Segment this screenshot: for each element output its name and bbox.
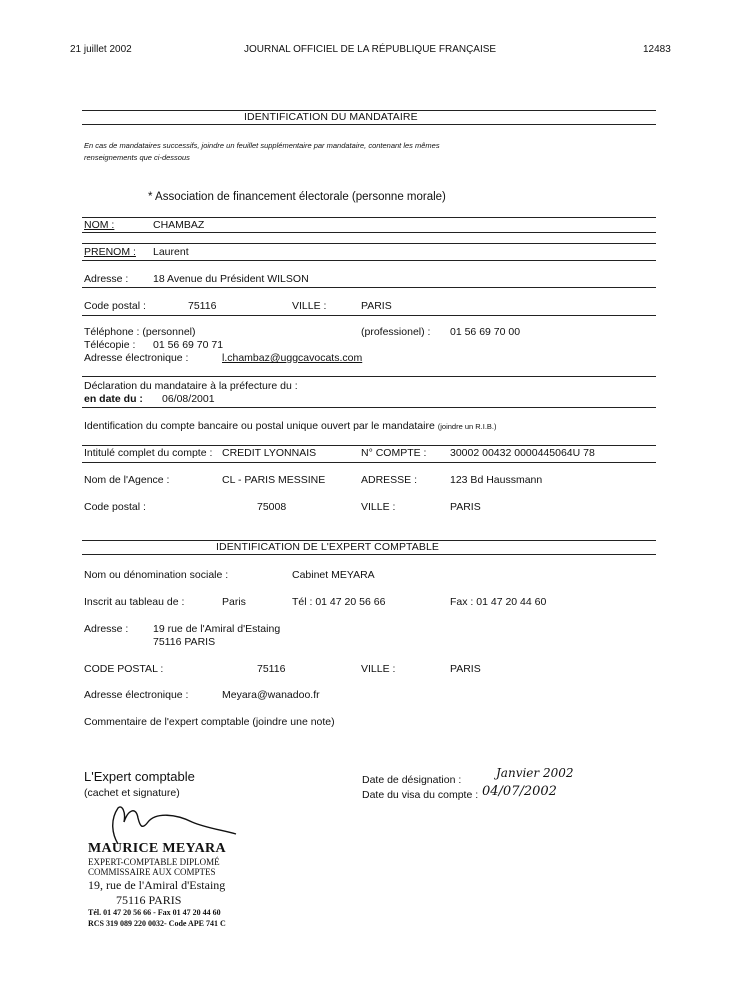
- nom-value: CHAMBAZ: [153, 219, 205, 231]
- header-journal: JOURNAL OFFICIEL DE LA RÉPUBLIQUE FRANÇAISE: [244, 44, 497, 55]
- stamp-line-1: EXPERT-COMPTABLE DIPLOMÉ: [88, 857, 220, 867]
- denomination-value: Cabinet MEYARA: [292, 569, 375, 581]
- date-visa-label: Date du visa du compte :: [362, 789, 479, 801]
- divider: [82, 407, 656, 408]
- code-postal-value: 75116: [188, 300, 217, 312]
- tableau-value: Paris: [222, 596, 246, 608]
- date-designation-label: Date de désignation :: [362, 774, 462, 786]
- telecopie-label: Télécopie :: [84, 339, 136, 351]
- stamp-name: MAURICE MEYARA: [88, 841, 226, 856]
- stamp-line-2: COMMISSAIRE AUX COMPTES: [88, 867, 216, 877]
- expert-email-value: Meyara@wanadoo.fr: [222, 689, 320, 701]
- expert-email-label: Adresse électronique :: [84, 689, 189, 701]
- section-title-expert: IDENTIFICATION DE L'EXPERT COMPTABLE: [216, 541, 440, 553]
- intitule-label: Intitulé complet du compte :: [84, 447, 213, 459]
- agence-ville-label: VILLE :: [361, 501, 396, 513]
- numero-compte-value: 30002 00432 0000445064U 78: [450, 447, 595, 459]
- declaration-date-value: 06/08/2001: [162, 393, 215, 405]
- divider: [82, 287, 656, 288]
- email-link[interactable]: l.chambaz@uggcavocats.com: [222, 352, 363, 364]
- divider: [82, 232, 656, 233]
- header-date: 21 juillet 2002: [70, 44, 132, 55]
- tableau-label: Inscrit au tableau de :: [84, 596, 185, 608]
- expert-code-postal-label: CODE POSTAL :: [84, 663, 164, 675]
- agence-label: Nom de l'Agence :: [84, 474, 170, 486]
- agence-adresse-value: 123 Bd Haussmann: [450, 474, 543, 486]
- stamp-line-3: 19, rue de l'Amiral d'Estaing: [88, 878, 226, 892]
- date-visa-value: 04/07/2002: [482, 784, 557, 799]
- note-line-2: renseignements que ci-dessous: [84, 153, 190, 162]
- expert-ville-value: PARIS: [450, 663, 481, 675]
- telephone-pro-label: (professionel) :: [361, 326, 431, 338]
- association-label: * Association de financement électorale (personne morale): [148, 191, 446, 203]
- agence-code-postal-value: 75008: [257, 501, 287, 513]
- numero-compte-label: N° COMPTE :: [361, 447, 427, 459]
- section-title-mandataire: IDENTIFICATION DU MANDATAIRE: [244, 111, 418, 123]
- agence-adresse-label: ADRESSE :: [361, 474, 418, 486]
- telephone-pro-value: 01 56 69 70 00: [450, 326, 521, 338]
- stamp-line-4: 75116 PARIS: [116, 893, 182, 907]
- agence-ville-value: PARIS: [450, 501, 481, 513]
- compte-intro-rib: (joindre un R.I.B.): [437, 422, 497, 431]
- divider: [82, 243, 656, 244]
- agence-code-postal-label: Code postal :: [84, 501, 146, 513]
- commentaire-label: Commentaire de l'expert comptable (joindre une note): [84, 716, 335, 728]
- denomination-label: Nom ou dénomination sociale :: [84, 569, 229, 581]
- note-line-1: En cas de mandataires successifs, joindre un feuillet supplémentaire par mandataire, contenant les mêmes: [84, 141, 440, 150]
- cachet-signature-label: (cachet et signature): [84, 787, 180, 799]
- telecopie-value: 01 56 69 70 71: [153, 339, 224, 351]
- stamp-line-6: RCS 319 089 220 0032- Code APE 741 C: [88, 919, 226, 928]
- expert-adresse-line-2: 75116 PARIS: [153, 636, 216, 648]
- nom-label: NOM :: [84, 219, 115, 231]
- prenom-label: PRENOM :: [84, 246, 136, 258]
- stamp-line-5: Tél. 01 47 20 56 66 - Fax 01 47 20 44 60: [88, 908, 221, 917]
- expert-adresse-line-1: 19 rue de l'Amiral d'Estaing: [153, 623, 281, 635]
- expert-signature-heading: L'Expert comptable: [84, 769, 195, 784]
- expert-telephone: Tél : 01 47 20 56 66: [292, 596, 386, 608]
- declaration-date-label: en date du :: [84, 393, 143, 405]
- date-designation-value: Janvier 2002: [496, 766, 574, 780]
- ville-value: PARIS: [361, 300, 392, 312]
- divider: [82, 260, 656, 261]
- expert-ville-label: VILLE :: [361, 663, 396, 675]
- telephone-perso-label: Téléphone : (personnel): [84, 326, 196, 338]
- divider: [82, 315, 656, 316]
- declaration-label: Déclaration du mandataire à la préfecture du :: [84, 380, 298, 392]
- header-page-number: 12483: [643, 44, 671, 55]
- code-postal-label: Code postal :: [84, 300, 146, 312]
- agence-value: CL - PARIS MESSINE: [222, 474, 326, 486]
- expert-fax: Fax : 01 47 20 44 60: [450, 596, 547, 608]
- divider: [82, 445, 656, 446]
- adresse-value: 18 Avenue du Président WILSON: [153, 273, 309, 285]
- compte-intro: [84, 420, 497, 432]
- divider: [82, 376, 656, 377]
- divider: [82, 124, 656, 125]
- email-label: Adresse électronique :: [84, 352, 189, 364]
- compte-intro-text: Identification du compte bancaire ou postal unique ouvert par le mandataire: [84, 420, 435, 432]
- divider: [82, 462, 656, 463]
- expert-code-postal-value: 75116: [257, 663, 286, 675]
- prenom-value: Laurent: [153, 246, 189, 258]
- divider: [82, 217, 656, 218]
- expert-adresse-label: Adresse :: [84, 623, 129, 635]
- ville-label: VILLE :: [292, 300, 327, 312]
- divider: [82, 554, 656, 555]
- adresse-label: Adresse :: [84, 273, 129, 285]
- intitule-value: CREDIT LYONNAIS: [222, 447, 317, 459]
